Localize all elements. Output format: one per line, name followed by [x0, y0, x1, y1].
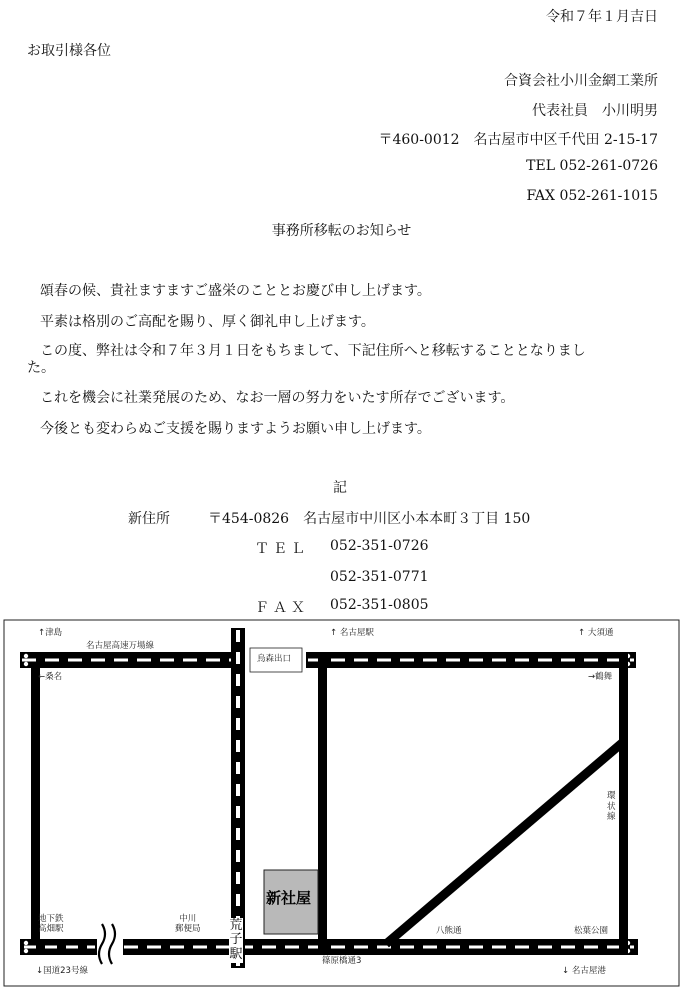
railway [231, 628, 245, 968]
map-label-matsuba-park: 松葉公園 [574, 926, 609, 936]
map-label-new-office: 新社屋 [266, 889, 312, 907]
map-label-tsushima: ↑津島 [38, 628, 63, 638]
map-label-post-office: 中川 郵便局 [175, 914, 201, 934]
right-road [619, 652, 628, 955]
map-label-hatta-street: 八熊通 [436, 926, 462, 936]
map-label-ozone: ↑ 大須通 [578, 628, 614, 638]
center-road [318, 652, 327, 955]
paragraph: この度、弊社は令和７年３月１日をもちまして、下記住所へと移転することとなりまし [40, 343, 586, 359]
letter-date: 令和７年１月吉日 [546, 9, 658, 25]
tel-number: 052-351-0771 [330, 569, 429, 585]
sender-representative: 代表社員 小川明男 [532, 103, 658, 119]
paragraph: これを機会に社業発展のため、なお一層の努力をいたす所存でございます。 [40, 390, 515, 406]
paragraph: 平素は格別のご高配を賜り、厚く御礼申し上げます。 [40, 314, 375, 330]
map-label-exit: 烏森出口 [257, 654, 292, 664]
sender-address: 〒460-0012 名古屋市中区千代田 2-15-17 [378, 132, 658, 148]
left-road [31, 668, 40, 939]
tel-label: ＴＥＬ [255, 541, 309, 557]
tel-number: 052-351-0726 [330, 538, 429, 554]
loop-road [386, 743, 622, 944]
map-label-loop-road: 環状線 [607, 791, 616, 823]
map-label-shinobara: 篠原橋通3 [322, 956, 362, 966]
ki-heading: 記 [333, 480, 347, 496]
location-map [0, 618, 683, 987]
map-label-nagoya-port: ↓ 名古屋港 [562, 966, 606, 976]
fax-number: 052-351-0805 [330, 597, 429, 613]
map-label-highway: 名古屋高速万場線 [86, 641, 155, 651]
map-label-tsurumai: →鶴舞 [588, 672, 613, 682]
fax-label: ＦＡＸ [255, 600, 309, 616]
notice-title: 事務所移転のお知らせ [271, 223, 412, 239]
map-label-route23: ↓国道23号線 [36, 966, 88, 976]
map-label-subway-station: 地下鉄 高畑駅 [38, 914, 64, 934]
new-address: 〒454-0826 名古屋市中川区小本本町３丁目 150 [208, 511, 531, 527]
sender-company: 合資会社小川金網工業所 [504, 73, 658, 89]
sender-tel: TEL 052-261-0726 [526, 158, 658, 174]
paragraph-continued: た。 [27, 360, 55, 376]
map-label-arako-station: 荒子駅 [229, 918, 243, 962]
paragraph: 頌春の候、貴社ますますご盛栄のこととお慶び申し上げます。 [40, 283, 431, 299]
paragraph: 今後とも変わらぬご支援を賜りますようお願い申し上げます。 [40, 421, 431, 437]
map-label-kuwana: ←桑名 [38, 672, 63, 682]
new-address-label: 新住所 [128, 511, 170, 527]
sender-fax: FAX 052-261-1015 [526, 188, 658, 204]
map-label-nagoya-station: ↑ 名古屋駅 [330, 628, 374, 638]
recipient: お取引様各位 [27, 43, 111, 59]
